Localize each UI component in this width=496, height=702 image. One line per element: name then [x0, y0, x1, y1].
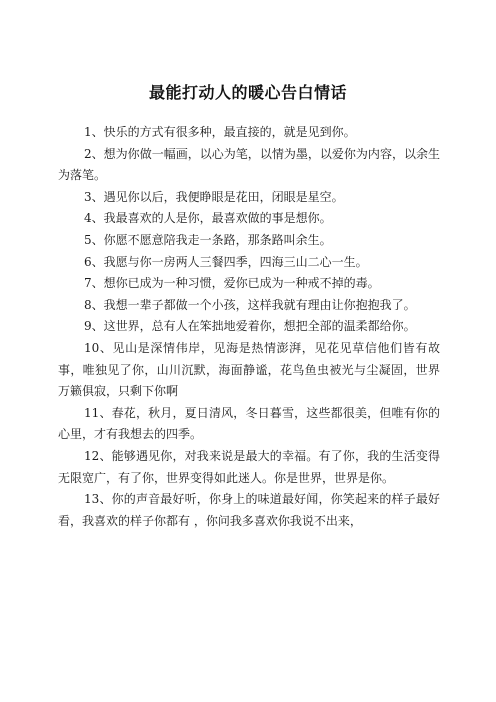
paragraph: 10、见山是深情伟岸，见海是热情澎湃，见花见草信他们皆有故事，唯独见了你，山川沉默，海面静谧，花鸟鱼虫被光与尘凝固，世界万籁俱寂，只剩下你啊 [58, 340, 440, 399]
paragraph: 5、你愿不愿意陪我走一条路，那条路叫余生。 [84, 232, 332, 247]
document-title: 最能打动人的暖心告白情话 [148, 83, 347, 102]
paragraph: 9、这世界，总有人在笨拙地爱着你，想把全部的温柔都给你。 [84, 319, 416, 334]
paragraph: 12、能够遇见你，对我来说是最大的幸福。有了你，我的生活变得无限宽广，有了你，世界变得如此迷人。你是世界，世界是你。 [58, 448, 440, 485]
paragraph: 6、我愿与你一房两人三餐四季，四海三山二心一生。 [84, 254, 368, 269]
paragraph: 1、快乐的方式有很多种，最直接的，就是见到你。 [84, 125, 356, 139]
paragraph: 2、想为你做一幅画，以心为笔，以情为墨，以爱你为内容，以余生为落笔。 [58, 146, 440, 183]
paragraph: 13、你的声音最好听，你身上的味道最好闻，你笑起来的样子最好看，我喜欢的样子你都有 ，你问我多喜欢你我说不出来， [58, 492, 440, 528]
paragraph: 3、遇见你以后，我便睁眼是花田，闭眼是星空。 [84, 189, 344, 204]
paragraph: 4、我最喜欢的人是你，最喜欢做的事是想你。 [84, 211, 332, 226]
paragraph: 11、春花，秋月，夏日清风，冬日暮雪，这些都很美，但唯有你的心里，才有我想去的四季。 [58, 405, 440, 442]
document-body [58, 122, 440, 532]
paragraph: 8、我想一辈子都做一个小孩，这样我就有理由让你抱抱我了。 [84, 297, 416, 312]
paragraph: 7、想你已成为一种习惯，爱你已成为一种戒不掉的毒。 [84, 276, 380, 291]
